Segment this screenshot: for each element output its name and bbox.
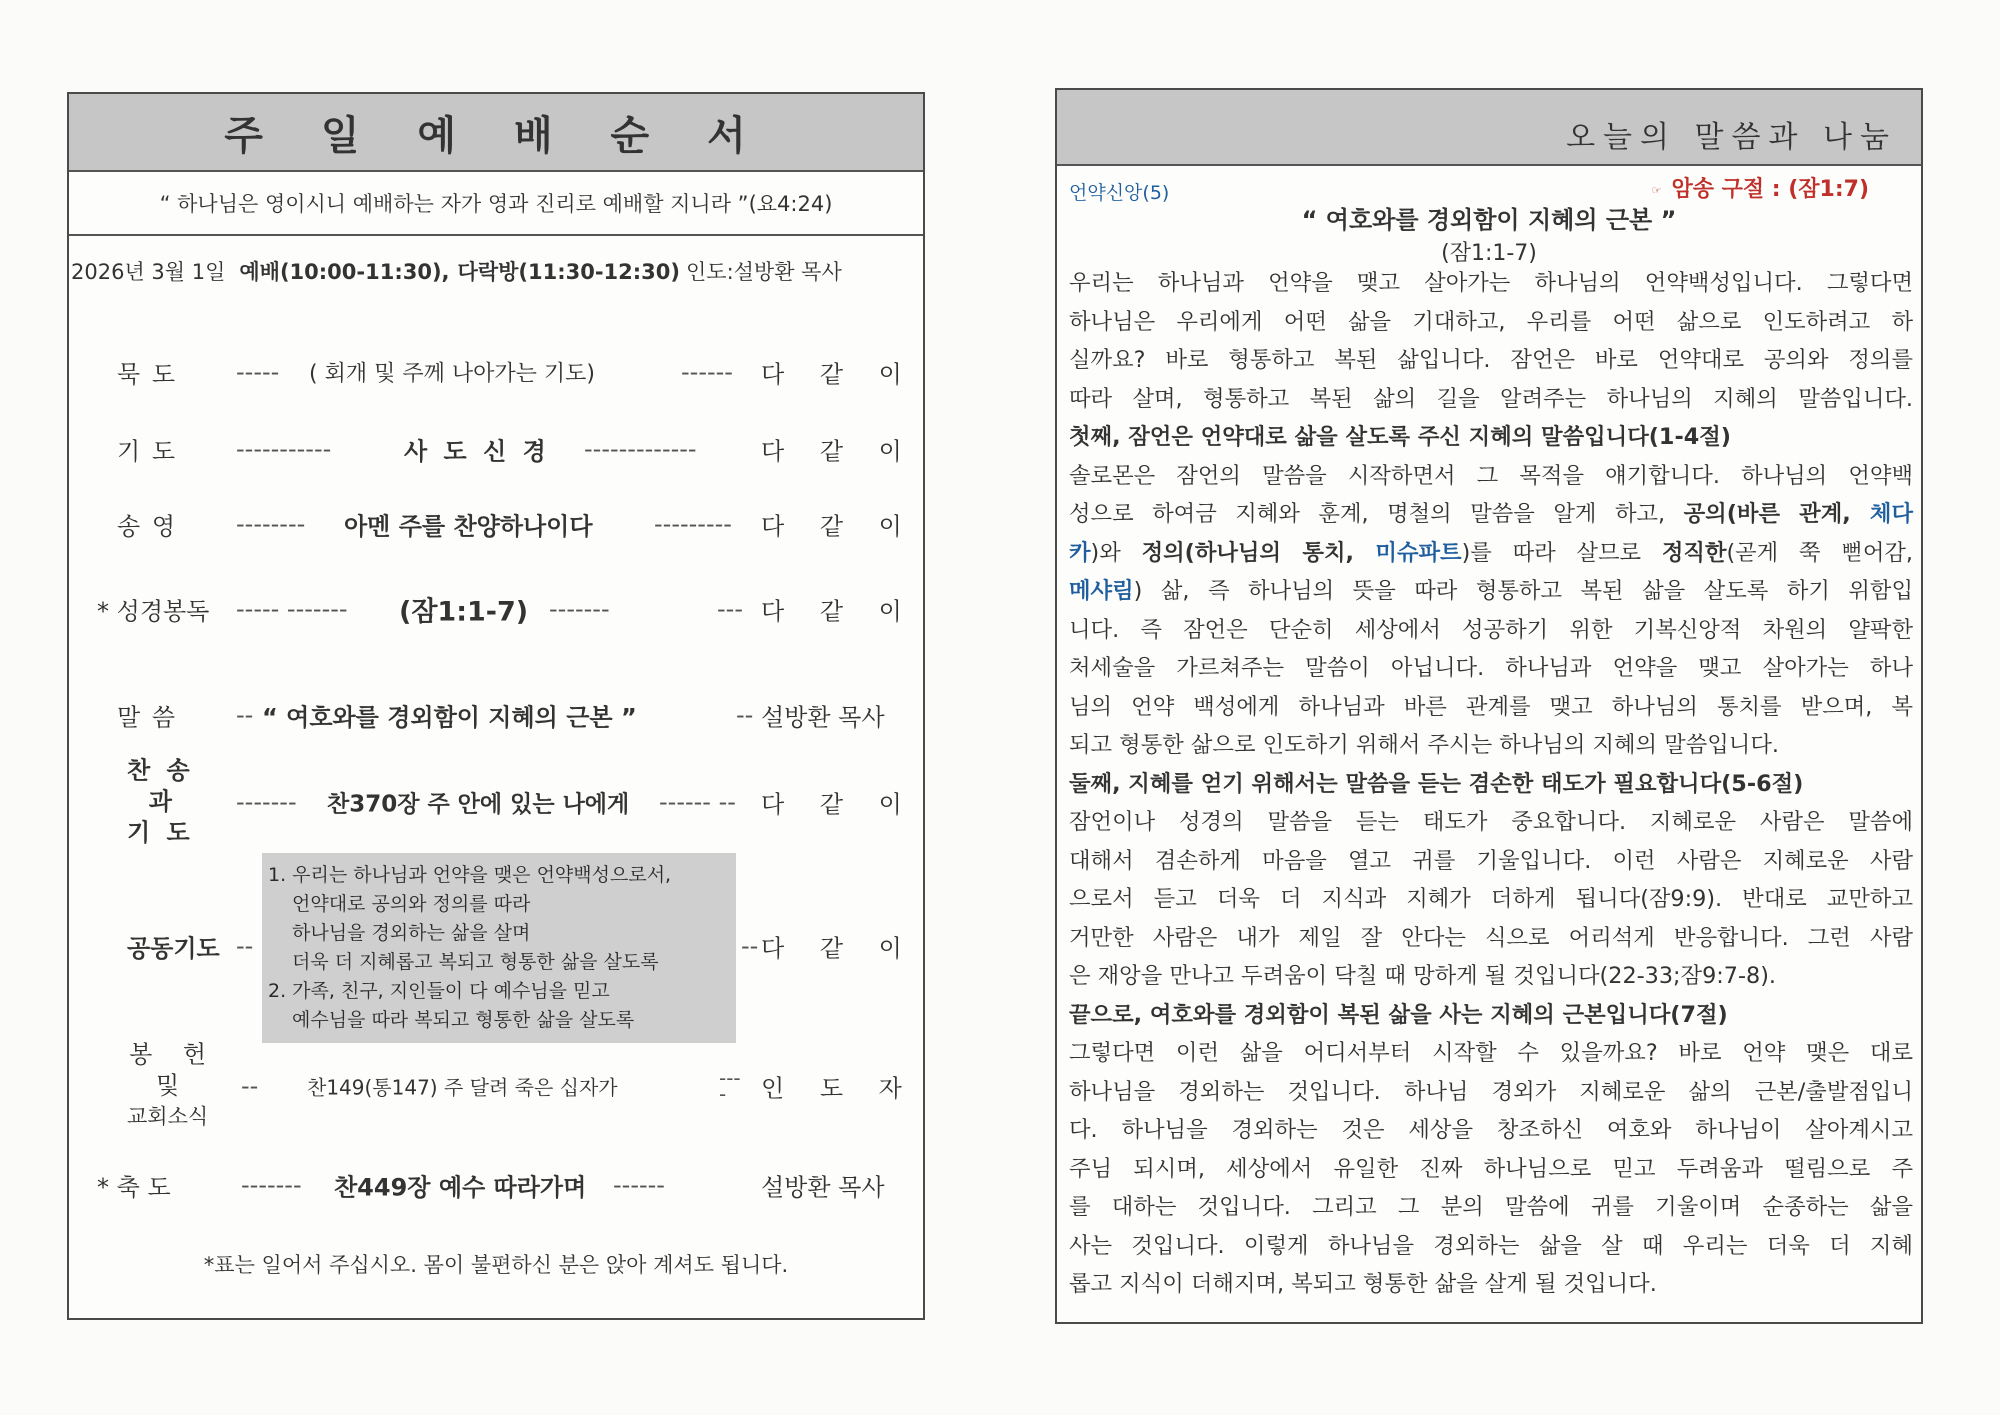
order-content: 사 도 신 경	[404, 437, 550, 466]
pointing-hand-icon: ☞	[1651, 183, 1662, 197]
order-performer: 다 같 이	[761, 360, 916, 389]
prayer-line: 예수님을 따라 복되고 형통한 삶을 살도록	[292, 1009, 635, 1031]
order-leader: -------	[549, 595, 610, 623]
order-performer: 다 같 이	[761, 790, 916, 819]
order-leader: ---	[717, 595, 743, 623]
order-label-line: 찬 송	[127, 756, 194, 785]
order-performer: 다 같 이	[761, 512, 916, 541]
order-performer: 다 같 이	[761, 934, 916, 963]
order-label-line: 과	[148, 787, 172, 816]
order-performer: 설방환 목사	[761, 1173, 885, 1202]
service-date: 2026년 3월 1일	[71, 260, 226, 284]
darak-time: 다락방(11:30-12:30)	[457, 260, 680, 284]
body-text: (바른 관계,	[1726, 501, 1870, 527]
order-row-silent-prayer	[69, 347, 923, 397]
body-line: 거만한 사람은 내가 제일 잘 안다는 식으로 어리석게 반응합니다. 그런 사람	[1069, 924, 1913, 951]
worship-order-header	[69, 94, 923, 172]
sermon-panel	[1055, 88, 1923, 1324]
body-line: 잠언이나 성경의 말씀을 듣는 태도가 중요합니다. 지혜로운 사람은 말씀에	[1069, 809, 1913, 835]
order-label: 공동기도	[127, 934, 220, 963]
order-row-common-prayer	[69, 921, 923, 971]
body-text: 성으로 하여금 지혜와 훈계, 명철의 말씀을 알게 하고,	[1069, 501, 1684, 527]
order-label-stack	[127, 756, 194, 849]
body-line: 처세술을 가르쳐주는 말씀이 아닙니다. 하나님과 언약을 맺고 살아가는 하나	[1069, 655, 1913, 681]
order-leader: --	[741, 932, 759, 960]
section-heading: 끝으로, 여호와를 경외함이 복된 삶을 사는 지혜의 근본입니다(7절)	[1069, 1001, 1728, 1028]
order-content: ( 회개 및 주께 나아가는 기도)	[309, 361, 595, 387]
order-label-line: 교회소식	[127, 1104, 209, 1129]
body-line	[1069, 572, 1913, 611]
order-performer: 인 도 자	[761, 1074, 916, 1103]
order-row-scripture-reading	[69, 584, 923, 634]
body-line: 그렇다면 이런 삶을 어디서부터 시작할 수 있을까요? 바로 언약 맺은 대로	[1069, 1040, 1913, 1066]
body-line: 대해서 겸손하게 마음을 열고 귀를 기울입니다. 이런 사람은 지혜로운 사람	[1069, 847, 1913, 874]
order-content: 찬149(통147) 주 달려 죽은 십자가	[307, 1075, 618, 1100]
order-leader: -----	[236, 358, 280, 386]
order-label-line: 기 도	[127, 818, 194, 847]
prayer-line: 더욱 더 지혜롭고 복되고 형통한 삶을 살도록	[292, 951, 659, 973]
term-upright: 정직한	[1661, 539, 1727, 566]
order-content: 찬449장 예수 따라가며	[334, 1173, 587, 1202]
hebrew-term: 체다	[1869, 501, 1913, 527]
body-line: 우리는 하나님과 언약을 맺고 살아가는 하나님의 언약백성입니다. 그렇다면	[1069, 270, 1913, 296]
theme-verse: “ 하나님은 영이시니 예배하는 자가 영과 진리로 예배할 지니라 ”(요4:24)	[69, 172, 923, 236]
hebrew-term: 메샤림	[1069, 578, 1134, 604]
order-content: 찬370장 주 안에 있는 나에게	[327, 791, 630, 818]
order-row-offering	[69, 1040, 923, 1129]
body-line: 를 대하는 것입니다. 그리고 그 분의 말씀에 귀를 기울이며 순종하는 삶을	[1069, 1194, 1913, 1220]
order-label: 묵 도	[117, 360, 177, 389]
body-line: 은 재앙을 만나고 두려움이 닥칠 때 망하게 될 것입니다(22-33;잠9:7-8).	[1069, 963, 1776, 989]
standing-note: *표는 일어서 주십시오. 몸이 불편하신 분은 앉아 계셔도 됩니다.	[203, 1253, 789, 1277]
service-info-line	[69, 256, 923, 286]
order-row-benediction	[69, 1160, 923, 1210]
order-content: “ 여호와를 경외함이 지혜의 근본 ”	[262, 703, 637, 732]
body-line: 하나님은 우리에게 어떤 삶을 기대하고, 우리를 어떤 삶으로 인도하려고 하	[1069, 308, 1913, 335]
body-line: 으로서 듣고 더욱 더 지식과 지혜가 더하게 됩니다(잠9:9). 반대로 교만하고	[1069, 886, 1913, 912]
service-time: 예배(10:00-11:30),	[239, 260, 450, 284]
order-leader: --- -	[719, 1066, 741, 1106]
prayer-line: 1. 우리는 하나님과 언약을 맺은 언약백성으로서,	[268, 864, 672, 886]
order-leader: ---------	[654, 510, 732, 538]
body-line	[1069, 495, 1913, 534]
body-line: 따라 살며, 형통하고 복된 삶의 길을 알려주는 하나님의 지혜의 말씀입니다.	[1069, 385, 1913, 412]
order-label: * 축 도	[97, 1173, 171, 1202]
order-leader: -----------	[236, 435, 332, 463]
order-label-line: 및	[155, 1071, 180, 1100]
body-text: ) 삶, 즉 하나님의 뜻을 따라 형통하고 복된 삶을 살도록 하기 위함입	[1133, 578, 1913, 604]
order-leader: --	[236, 701, 254, 729]
body-line: 솔로몬은 잠언의 말씀을 시작하면서 그 목적을 얘기합니다. 하나님의 언약백	[1069, 462, 1913, 489]
body-line: 다. 하나님을 경외하는 것은 세상을 창조하신 여호와 하나님이 살아계시고	[1069, 1117, 1913, 1143]
sermon-reference: (잠1:1-7)	[1441, 241, 1537, 266]
order-label: 기 도	[117, 437, 177, 466]
memory-verse	[1652, 172, 1869, 203]
body-line: 니다. 즉 잠언은 단순히 세상에서 성공하기 위한 기복신앙적 차원의 얄팍한	[1069, 616, 1913, 643]
worship-order-panel	[67, 92, 925, 1320]
body-text: (곧게 쭉 뻗어감,	[1726, 539, 1913, 566]
hebrew-term: 카	[1069, 539, 1091, 566]
body-line: 되고 형통한 삶으로 인도하기 위해서 주시는 하나님의 지혜의 말씀입니다.	[1069, 732, 1779, 758]
order-leader: -------	[241, 1171, 302, 1199]
sermon-title: “ 여호와를 경외함이 지혜의 근본 ”	[1301, 206, 1677, 234]
section-heading: 첫째, 잠언은 언약대로 삶을 살도록 주신 지혜의 말씀입니다(1-4절)	[1069, 424, 1731, 450]
order-leader: -------	[236, 788, 297, 816]
order-leader: --	[736, 701, 754, 729]
worship-order-title: 주 일 예 배 순 서	[224, 112, 768, 159]
order-leader: ------	[613, 1171, 665, 1199]
body-line: 님의 언약 백성에게 하나님과 바른 관계를 맺고 하나님의 통치를 받으며, 복	[1069, 693, 1913, 720]
body-line	[1069, 534, 1913, 573]
order-label: 송 영	[117, 512, 177, 541]
body-text: (하나님의 통치,	[1184, 539, 1376, 566]
order-label: * 성경봉독	[97, 597, 210, 626]
order-row-sermon	[69, 690, 923, 740]
order-label-line: 봉 헌	[129, 1040, 207, 1069]
memory-verse-text: 암송 구절 : (잠1:7)	[1671, 177, 1869, 202]
body-line: 사는 것입니다. 이렇게 하나님을 경외하는 삶을 살 때 우리는 더욱 더 지혜	[1069, 1232, 1913, 1259]
term-justice: 공의	[1683, 501, 1727, 527]
order-row-creed	[69, 424, 923, 474]
order-row-hymn-prayer	[69, 756, 923, 847]
series-tag: 언약신앙(5)	[1069, 182, 1170, 204]
body-line: 주님 되시며, 세상에서 유일한 진짜 하나님으로 믿고 두려움과 떨림으로 주	[1069, 1155, 1913, 1182]
order-leader: --	[236, 932, 254, 960]
prayer-line: 하나님을 경외하는 삶을 살며	[292, 922, 531, 944]
body-line: 실까요? 바로 형통하고 복된 삶입니다. 잠언은 바로 언약대로 공의와 정의를	[1069, 347, 1913, 373]
body-line: 하나님을 경외하는 것입니다. 하나님 경외가 지혜로운 삶의 근본/출발점입니	[1069, 1078, 1913, 1105]
section-heading: 둘째, 지혜를 얻기 위해서는 말씀을 듣는 겸손한 태도가 필요합니다(5-6절)	[1069, 770, 1804, 797]
body-line: 롭고 지식이 더해지며, 복되고 형통한 삶을 살게 될 것입니다.	[1069, 1271, 1657, 1297]
sermon-panel-title: 오늘의 말씀과 나눔	[1566, 120, 1897, 155]
sermon-panel-header	[1057, 90, 1921, 166]
service-leader: 인도:설방환 목사	[686, 260, 842, 284]
hebrew-term: 미슈파트	[1375, 539, 1462, 566]
order-row-doxology	[69, 499, 923, 549]
order-performer: 다 같 이	[761, 437, 916, 466]
order-leader: -------------	[584, 435, 697, 463]
order-leader: --	[241, 1072, 259, 1100]
order-label-stack	[127, 1040, 208, 1133]
order-leader: ----- -------	[236, 595, 348, 623]
sermon-body	[1069, 264, 1913, 1304]
order-performer: 설방환 목사	[761, 703, 885, 732]
order-leader: --------	[236, 510, 306, 538]
order-performer: 다 같 이	[761, 597, 916, 626]
order-leader: ------	[681, 358, 733, 386]
body-text: )와	[1090, 539, 1142, 566]
prayer-line: 2. 가족, 친구, 지인들이 다 예수님을 믿고	[268, 980, 610, 1002]
order-label: 말 씀	[117, 703, 177, 732]
prayer-line: 언약대로 공의와 정의를 따라	[292, 893, 531, 915]
order-content: 아멘 주를 찬양하나이다	[344, 512, 593, 541]
order-leader: ------ --	[659, 788, 736, 816]
order-content: (잠1:1-7)	[399, 596, 529, 628]
body-text: )를 따라 살므로	[1461, 539, 1662, 566]
term-righteousness: 정의	[1141, 539, 1185, 566]
